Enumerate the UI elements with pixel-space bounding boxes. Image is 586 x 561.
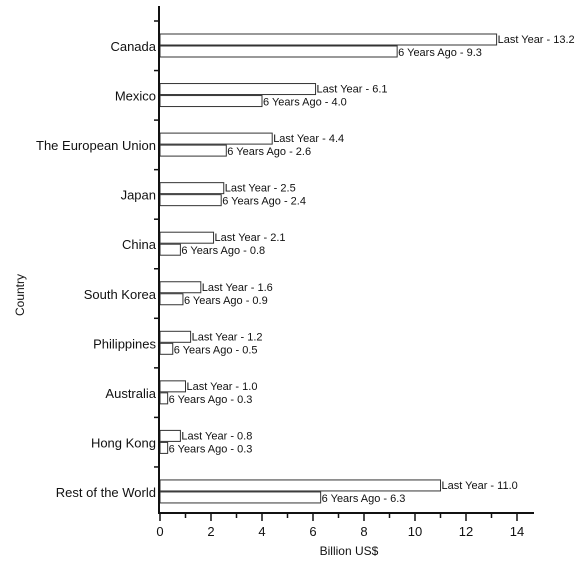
bar-label-last-year: Last Year - 6.1 (316, 83, 388, 96)
bar-6-years-ago (160, 343, 173, 354)
bar-label-6-years-ago: 6 Years Ago - 0.3 (168, 443, 253, 456)
bar-6-years-ago (160, 96, 262, 107)
x-tick-label: 14 (509, 524, 525, 539)
bar-6-years-ago (160, 145, 226, 156)
bar-label-last-year: Last Year - 1.6 (201, 281, 273, 294)
x-tick-label: 0 (156, 524, 164, 539)
bar-label-last-year: Last Year - 13.2 (497, 34, 575, 46)
bar-label-last-year: Last Year - 0.8 (181, 430, 253, 443)
bar-label-6-years-ago: 6 Years Ago - 0.9 (183, 294, 268, 307)
category-label: China (122, 237, 156, 253)
x-axis-title: Billion US$ (319, 544, 379, 558)
bar-label-6-years-ago: 6 Years Ago - 2.4 (222, 195, 306, 208)
category-label: South Korea (83, 286, 156, 302)
category-label: Rest of the World (55, 484, 156, 500)
bar-last-year (160, 430, 180, 441)
bar-last-year (160, 84, 316, 95)
bar-label-6-years-ago: 6 Years Ago - 4.0 (263, 96, 347, 109)
x-tick-label: 8 (360, 524, 368, 539)
bar-label-last-year: Last Year - 1.2 (191, 331, 263, 344)
bar-label-last-year: Last Year - 11.0 (441, 479, 518, 492)
category-labels-layer (36, 39, 157, 500)
bar-label-6-years-ago: 6 Years Ago - 0.8 (181, 245, 266, 258)
y-axis-title: Country (13, 273, 27, 317)
category-label: Australia (105, 385, 156, 401)
x-tick-label: 12 (458, 524, 474, 539)
bar-label-6-years-ago: 6 Years Ago - 0.3 (168, 393, 253, 406)
x-tick-label: 2 (207, 524, 215, 539)
bar-6-years-ago (160, 492, 321, 503)
bar-last-year (160, 282, 201, 293)
x-tick-label: 4 (258, 524, 266, 539)
category-label: Japan (120, 187, 156, 203)
bar-6-years-ago (160, 442, 168, 453)
x-ticks-layer (156, 513, 524, 539)
bar-last-year (160, 480, 441, 491)
bar-last-year (160, 232, 214, 243)
bar-last-year (160, 34, 497, 45)
category-label: The European Union (36, 138, 156, 154)
bar-last-year (160, 133, 272, 144)
category-label: Philippines (93, 336, 156, 352)
bar-last-year (160, 381, 186, 392)
bar-label-6-years-ago: 6 Years Ago - 0.5 (173, 344, 258, 357)
category-label: Mexico (114, 88, 156, 104)
bar-6-years-ago (160, 244, 180, 255)
bar-6-years-ago (160, 294, 183, 305)
bar-label-last-year: Last Year - 4.4 (273, 133, 345, 146)
bar-6-years-ago (160, 195, 221, 206)
bar-label-last-year: Last Year - 2.5 (224, 182, 296, 195)
bar-6-years-ago (160, 46, 397, 57)
bar-6-years-ago (160, 393, 168, 404)
bar-label-last-year: Last Year - 1.0 (186, 380, 258, 393)
bar-label-6-years-ago: 6 Years Ago - 2.6 (227, 146, 312, 159)
bar-label-last-year: Last Year - 2.1 (214, 232, 286, 245)
bar-label-6-years-ago: 6 Years Ago - 9.3 (398, 47, 482, 59)
bar-label-6-years-ago: 6 Years Ago - 6.3 (321, 492, 406, 505)
bar-last-year (160, 183, 224, 194)
category-label: Canada (110, 39, 156, 54)
bar-last-year (160, 331, 191, 342)
category-label: Hong Kong (90, 435, 156, 451)
x-tick-label: 6 (309, 524, 317, 539)
x-tick-label: 10 (407, 524, 423, 539)
